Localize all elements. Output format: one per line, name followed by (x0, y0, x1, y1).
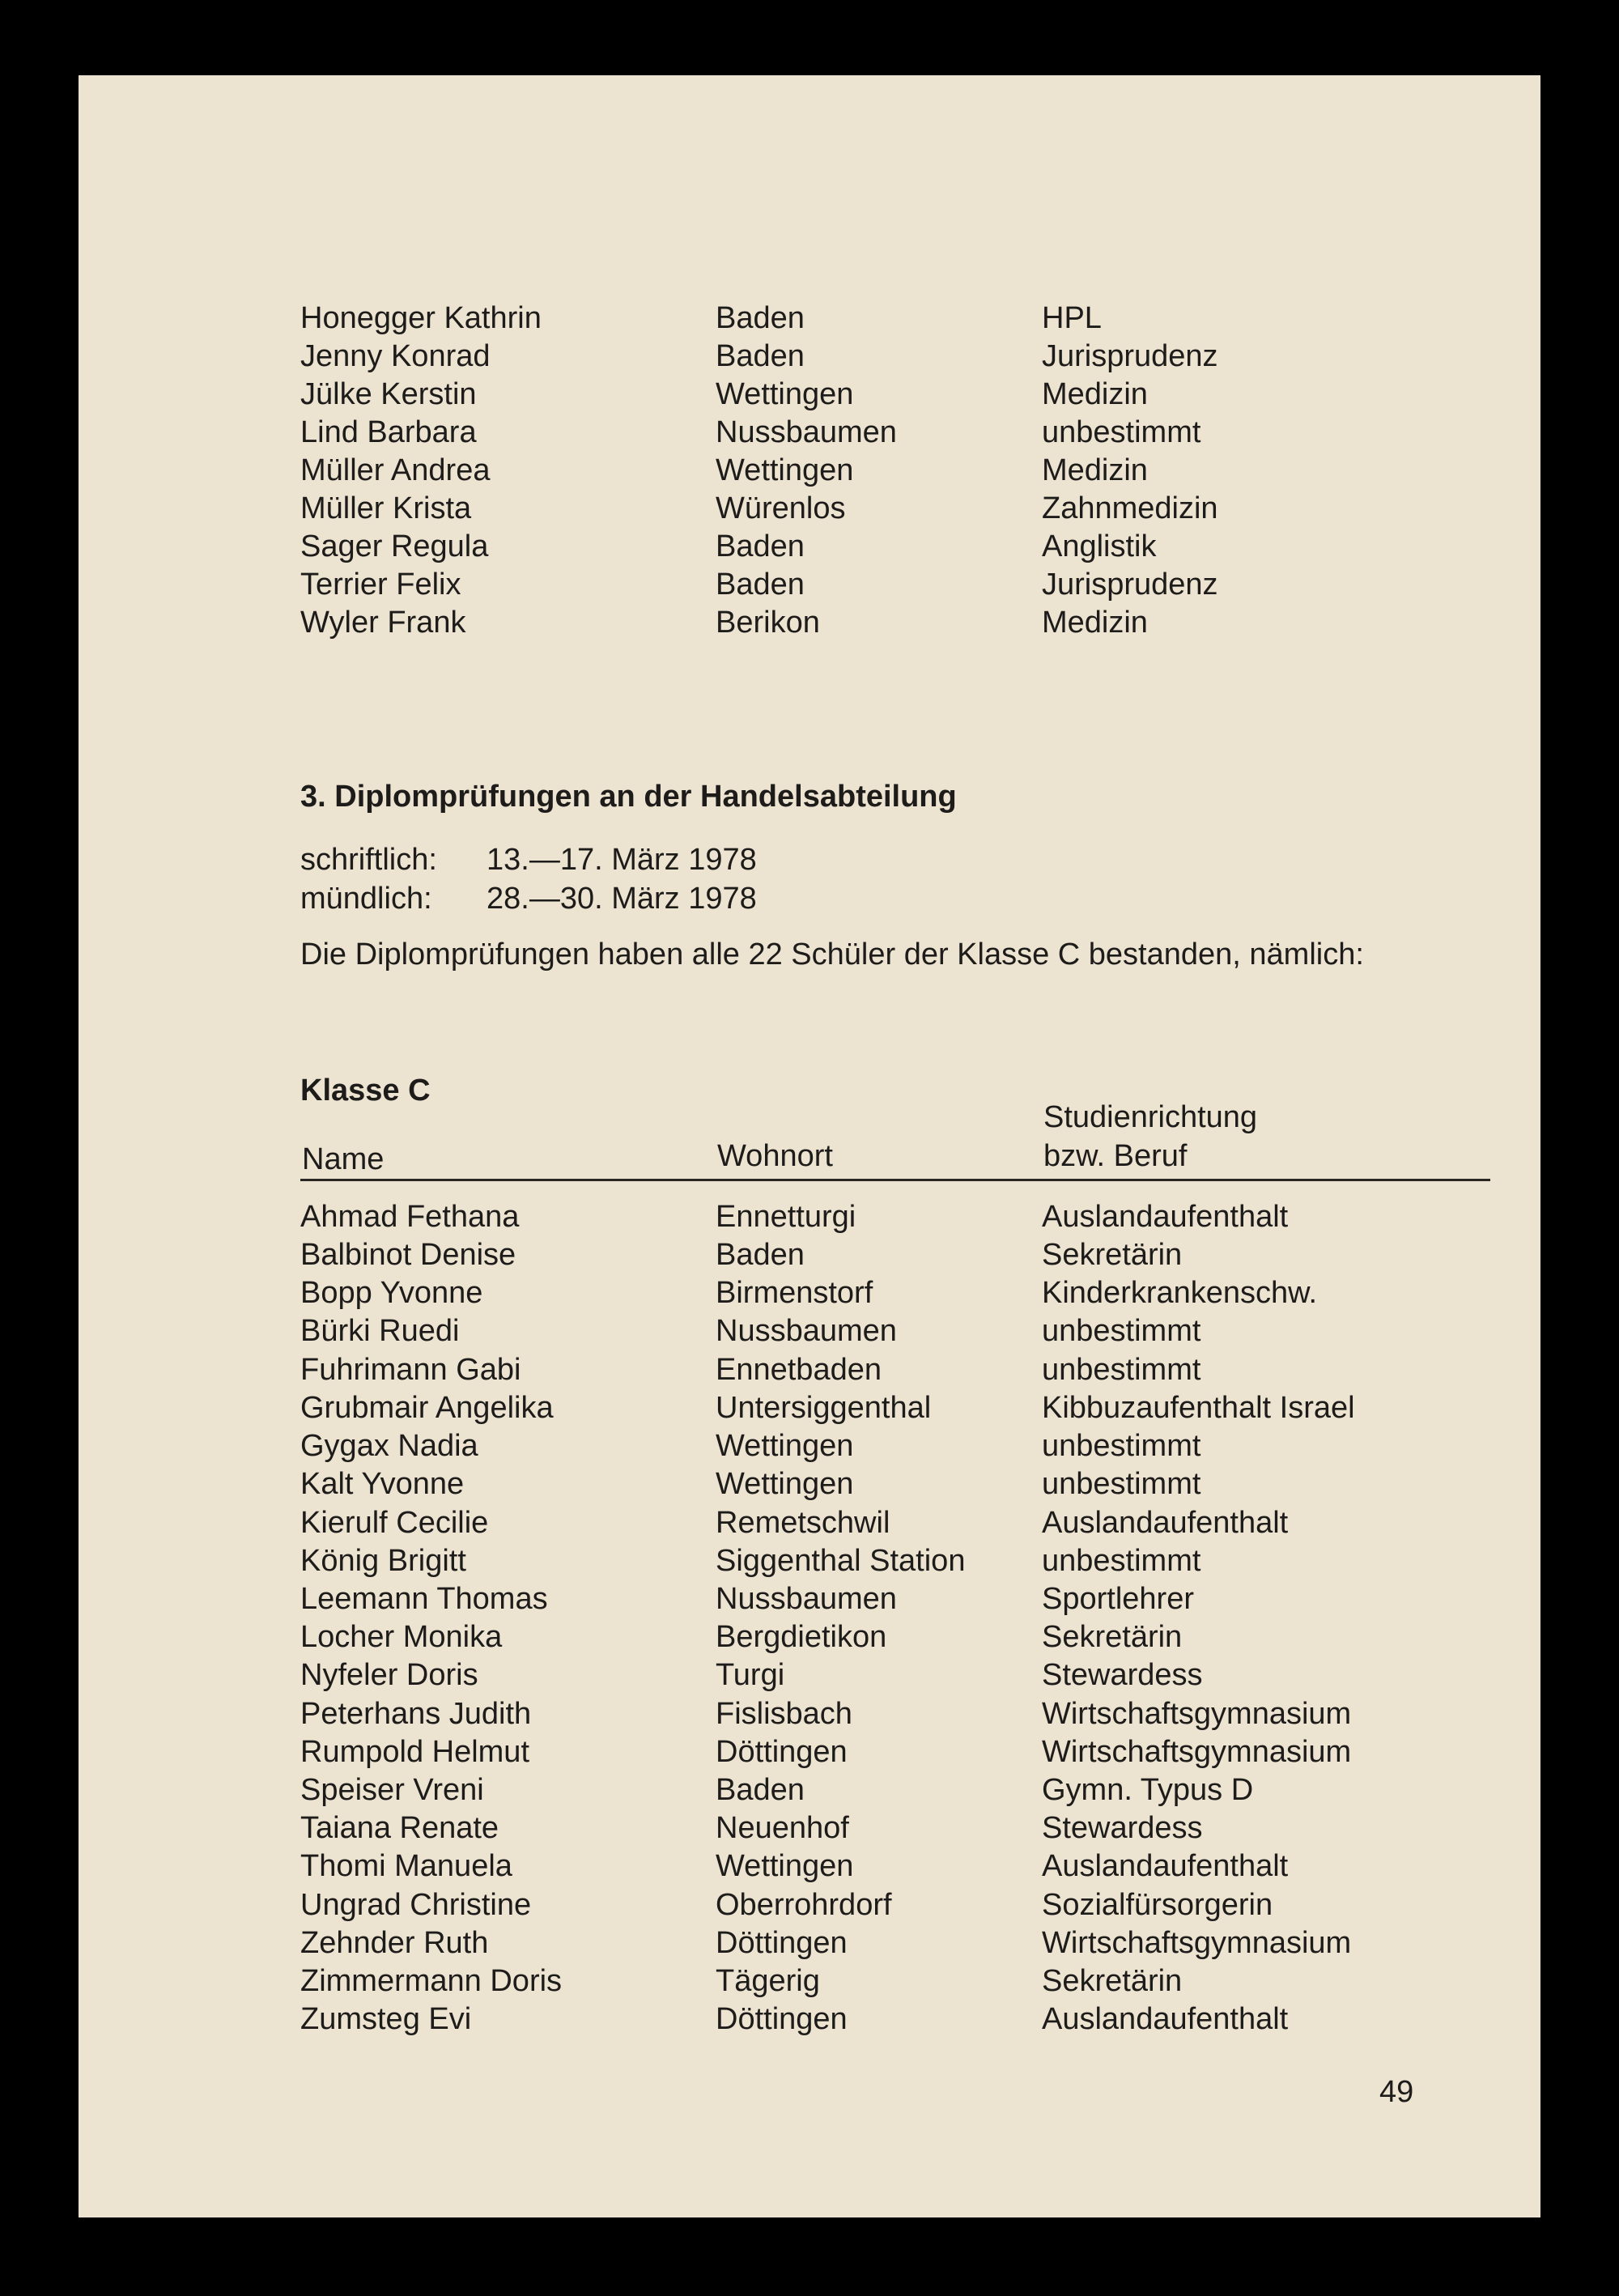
student-place: Baden (716, 529, 805, 563)
student-name: Fuhrimann Gabi (300, 1353, 521, 1387)
section-heading: 3. Diplomprüfungen an der Handelsabteilung (300, 780, 957, 814)
student-field: Wirtschaftsgymnasium (1042, 1735, 1352, 1769)
table-row (79, 1962, 1540, 2000)
student-name: Speiser Vreni (300, 1773, 484, 1807)
table-row (79, 1580, 1540, 1618)
student-field: Wirtschaftsgymnasium (1042, 1697, 1352, 1731)
table-row (79, 2000, 1540, 2039)
student-name: Bürki Ruedi (300, 1314, 460, 1348)
column-header-field-line1: Studienrichtung (1043, 1100, 1258, 1134)
column-header-place: Wohnort (717, 1139, 833, 1173)
student-name: Ungrad Christine (300, 1888, 532, 1922)
table-row (79, 1235, 1540, 1274)
table-row (79, 1886, 1540, 1924)
table-row (79, 1197, 1540, 1236)
student-field: unbestimmt (1042, 1314, 1201, 1348)
student-name: Locher Monika (300, 1620, 503, 1654)
student-name: Lind Barbara (300, 415, 477, 449)
student-name: Zehnder Ruth (300, 1926, 489, 1960)
table-row (79, 1809, 1540, 1847)
table-row (79, 1656, 1540, 1694)
list-item (79, 603, 1540, 642)
student-name: Balbinot Denise (300, 1238, 516, 1272)
student-field: unbestimmt (1042, 1544, 1201, 1578)
student-place: Tägerig (716, 1964, 820, 1998)
student-name: Terrier Felix (300, 568, 461, 602)
student-name: Ahmad Fethana (300, 1200, 520, 1234)
document-page (79, 75, 1540, 2217)
table-row (79, 1771, 1540, 1809)
list-item (79, 299, 1540, 338)
list-item (79, 489, 1540, 528)
student-place: Untersiggenthal (716, 1391, 932, 1425)
student-name: Zimmermann Doris (300, 1964, 563, 1998)
table-row (79, 1465, 1540, 1503)
exam-oral-label: mündlich: (300, 882, 432, 916)
exam-written-line (300, 843, 757, 878)
student-field: Jurisprudenz (1042, 339, 1218, 373)
student-place: Bergdietikon (716, 1620, 887, 1654)
student-place: Baden (716, 301, 805, 335)
student-field: Sportlehrer (1042, 1582, 1194, 1616)
student-place: Döttingen (716, 1735, 848, 1769)
student-field: Kibbuzaufenthalt Israel (1042, 1391, 1355, 1425)
student-place: Birmenstorf (716, 1276, 873, 1310)
table-row (79, 1388, 1540, 1427)
student-name: Zumsteg Evi (300, 2002, 472, 2036)
exam-oral-line (300, 882, 757, 916)
student-place: Wettingen (716, 1467, 854, 1501)
table-row (79, 1541, 1540, 1580)
student-field: Sekretärin (1042, 1238, 1183, 1272)
student-name: Jülke Kerstin (300, 377, 477, 411)
student-place: Fislisbach (716, 1697, 852, 1731)
student-field: Zahnmedizin (1042, 491, 1218, 525)
student-field: Kinderkrankenschw. (1042, 1276, 1318, 1310)
table-row (79, 1694, 1540, 1733)
student-place: Ennetbaden (716, 1353, 882, 1387)
list-item (79, 451, 1540, 490)
student-place: Remetschwil (716, 1506, 890, 1540)
intro-paragraph: Die Diplomprüfungen haben alle 22 Schüler der Klasse C bestanden, nämlich: (300, 938, 1364, 972)
student-name: Taiana Renate (300, 1811, 499, 1845)
table-row (79, 1503, 1540, 1542)
student-field: unbestimmt (1042, 415, 1201, 449)
student-place: Baden (716, 568, 805, 602)
student-place: Wettingen (716, 453, 854, 487)
student-field: Auslandaufenthalt (1042, 2002, 1289, 2036)
student-field: unbestimmt (1042, 1429, 1201, 1463)
student-name: Wyler Frank (300, 606, 466, 640)
student-place: Turgi (716, 1658, 785, 1692)
student-field: Stewardess (1042, 1658, 1203, 1692)
column-header-name: Name (302, 1142, 385, 1176)
student-place: Baden (716, 1238, 805, 1272)
list-item (79, 375, 1540, 414)
student-field: unbestimmt (1042, 1467, 1201, 1501)
student-field: Auslandaufenthalt (1042, 1506, 1289, 1540)
student-place: Würenlos (716, 491, 846, 525)
student-field: Medizin (1042, 453, 1148, 487)
student-field: unbestimmt (1042, 1353, 1201, 1387)
table-row (79, 1618, 1540, 1656)
student-field: Jurisprudenz (1042, 568, 1218, 602)
student-place: Siggenthal Station (716, 1544, 966, 1578)
student-field: Medizin (1042, 377, 1148, 411)
student-place: Wettingen (716, 377, 854, 411)
table-row (79, 1426, 1540, 1465)
student-name: Jenny Konrad (300, 339, 491, 373)
table-row (79, 1273, 1540, 1312)
column-header-field-line2: bzw. Beruf (1043, 1139, 1188, 1173)
table-row (79, 1847, 1540, 1886)
student-place: Oberrohrdorf (716, 1888, 892, 1922)
student-name: Bopp Yvonne (300, 1276, 483, 1310)
table-row (79, 1733, 1540, 1771)
student-name: Kierulf Cecilie (300, 1506, 489, 1540)
student-place: Döttingen (716, 2002, 848, 2036)
list-item (79, 527, 1540, 566)
list-item (79, 413, 1540, 452)
student-name: Grubmair Angelika (300, 1391, 554, 1425)
student-name: Honegger Kathrin (300, 301, 542, 335)
student-place: Baden (716, 339, 805, 373)
student-name: Müller Krista (300, 491, 472, 525)
student-name: Nyfeler Doris (300, 1658, 478, 1692)
student-field: Sekretärin (1042, 1964, 1183, 1998)
exam-written-label: schriftlich: (300, 843, 437, 877)
student-place: Baden (716, 1773, 805, 1807)
student-field: Auslandaufenthalt (1042, 1200, 1289, 1234)
student-name: Rumpold Helmut (300, 1735, 529, 1769)
student-place: Wettingen (716, 1429, 854, 1463)
student-place: Wettingen (716, 1849, 854, 1883)
student-field: Sozialfürsorgerin (1042, 1888, 1273, 1922)
table-row (79, 1924, 1540, 1962)
student-place: Ennetturgi (716, 1200, 856, 1234)
exam-oral-dates: 28.—30. März 1978 (487, 882, 757, 916)
student-place: Berikon (716, 606, 820, 640)
student-field: Sekretärin (1042, 1620, 1183, 1654)
student-field: HPL (1042, 301, 1102, 335)
student-place: Nussbaumen (716, 1314, 897, 1348)
student-name: Kalt Yvonne (300, 1467, 465, 1501)
student-name: Sager Regula (300, 529, 489, 563)
student-field: Anglistik (1042, 529, 1157, 563)
table-row (79, 1312, 1540, 1350)
student-place: Neuenhof (716, 1811, 849, 1845)
header-divider (300, 1179, 1490, 1181)
student-place: Nussbaumen (716, 1582, 897, 1616)
list-item (79, 337, 1540, 376)
student-field: Auslandaufenthalt (1042, 1849, 1289, 1883)
student-place: Nussbaumen (716, 415, 897, 449)
student-field: Stewardess (1042, 1811, 1203, 1845)
page-number: 49 (1379, 2075, 1414, 2109)
student-name: Leemann Thomas (300, 1582, 548, 1616)
student-field: Medizin (1042, 606, 1148, 640)
student-field: Wirtschaftsgymnasium (1042, 1926, 1352, 1960)
student-name: Müller Andrea (300, 453, 491, 487)
list-item (79, 565, 1540, 604)
student-name: Thomi Manuela (300, 1849, 512, 1883)
exam-written-dates: 13.—17. März 1978 (487, 843, 757, 877)
student-name: Peterhans Judith (300, 1697, 532, 1731)
student-place: Döttingen (716, 1926, 848, 1960)
student-field: Gymn. Typus D (1042, 1773, 1254, 1807)
student-name: Gygax Nadia (300, 1429, 478, 1463)
student-name: König Brigitt (300, 1544, 466, 1578)
table-row (79, 1350, 1540, 1389)
class-title: Klasse C (300, 1074, 431, 1108)
